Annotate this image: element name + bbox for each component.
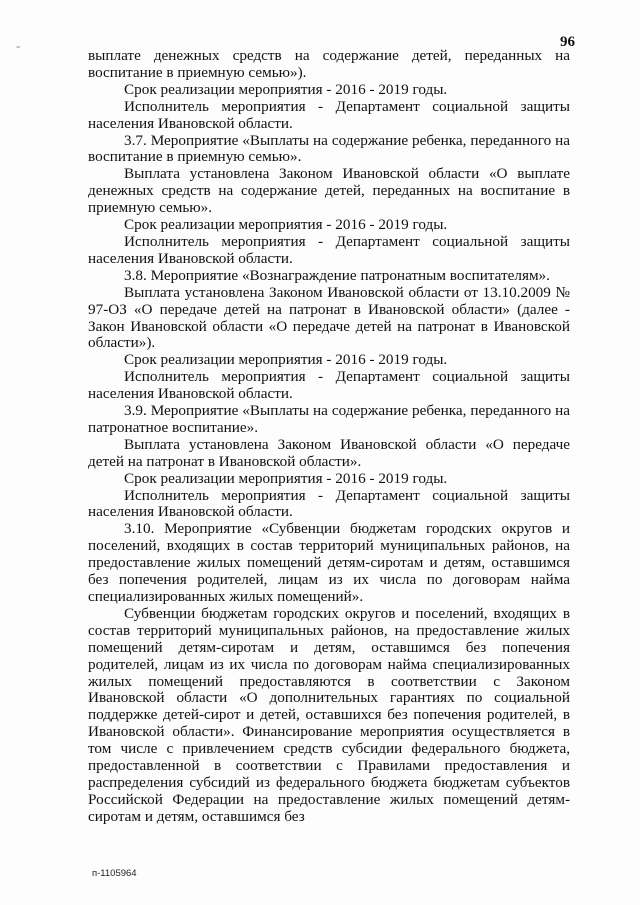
paragraph: Исполнитель мероприятия - Департамент социальной защиты населения Ивановской области.: [88, 97, 570, 132]
paragraph: Исполнитель мероприятия - Департамент социальной защиты населения Ивановской области.: [88, 486, 570, 521]
margin-mark: -: [16, 38, 21, 53]
page-number: 96: [560, 34, 575, 50]
paragraph: Выплата установлена Законом Ивановской области от 13.10.2009 № 97-ОЗ «О передаче детей на патронат в Ивановской области» (далее - Закон Ивановской области «О передаче детей на патронат в Ивановской области»).: [88, 283, 570, 352]
paragraph: Выплата установлена Законом Ивановской области «О выплате денежных средств на содержание детей, переданных на воспитание в приемную семью».: [88, 165, 570, 217]
paragraph: 3.10. Мероприятие «Субвенции бюджетам городских округов и поселений, входящих в состав территорий муниципальных районов, на предоставление жилых помещений детям-сиротам и детям, оставшимся без попечения родителей, лицам из их числа по договорам найма специализированных жилых помещений».: [88, 520, 570, 605]
paragraph: 3.9. Мероприятие «Выплаты на содержание ребенка, переданного на патронатное воспитание».: [88, 402, 570, 436]
paragraph: Исполнитель мероприятия - Департамент социальной защиты населения Ивановской области.: [88, 232, 570, 267]
paragraph: Субвенции бюджетам городских округов и поселений, входящих в состав территорий муниципальных районов, на предоставление жилых помещений детям-сиротам и детям, оставшимся без попечения родителей, лицам из их числа по договорам найма специализированных жилых помещений предоставляются в соответствии с Законом Ивановской области «О дополнительных гарантиях по социальной поддержке детей-сирот и детей, оставшихся без попечения родителей, в Ивановской области». Финансирование мероприятия осуществляется в том числе с привлечением средств субсидии федерального бюджета, предоставленной в соответствии с Правилами предоставления и распределения субсидий из федерального бюджета бюджетам субъектов Российской Федерации на предоставление жилых помещений детям-сиротам и детям, оставшимся без: [88, 604, 570, 825]
paragraph: 3.8. Мероприятие «Вознаграждение патронатным воспитателям».: [124, 266, 550, 284]
paragraph: Срок реализации мероприятия - 2016 - 2019 годы.: [124, 351, 448, 369]
paragraph: Срок реализации мероприятия - 2016 - 2019 годы.: [124, 80, 448, 98]
paragraph: выплате денежных средств на содержание детей, переданных на воспитание в приемную семью»).: [88, 47, 570, 81]
paragraph: Исполнитель мероприятия - Департамент социальной защиты населения Ивановской области.: [88, 368, 570, 403]
body-text: [88, 48, 570, 826]
paragraph: 3.7. Мероприятие «Выплаты на содержание ребенка, переданного на воспитание в приемную семью».: [88, 131, 570, 166]
paragraph: Срок реализации мероприятия - 2016 - 2019 годы.: [124, 469, 448, 487]
document-code: п-1105964: [92, 868, 137, 879]
paragraph: Срок реализации мероприятия - 2016 - 2019 годы.: [124, 216, 448, 234]
paragraph: Выплата установлена Законом Ивановской области «О передаче детей на патронат в Ивановской области».: [88, 435, 570, 470]
